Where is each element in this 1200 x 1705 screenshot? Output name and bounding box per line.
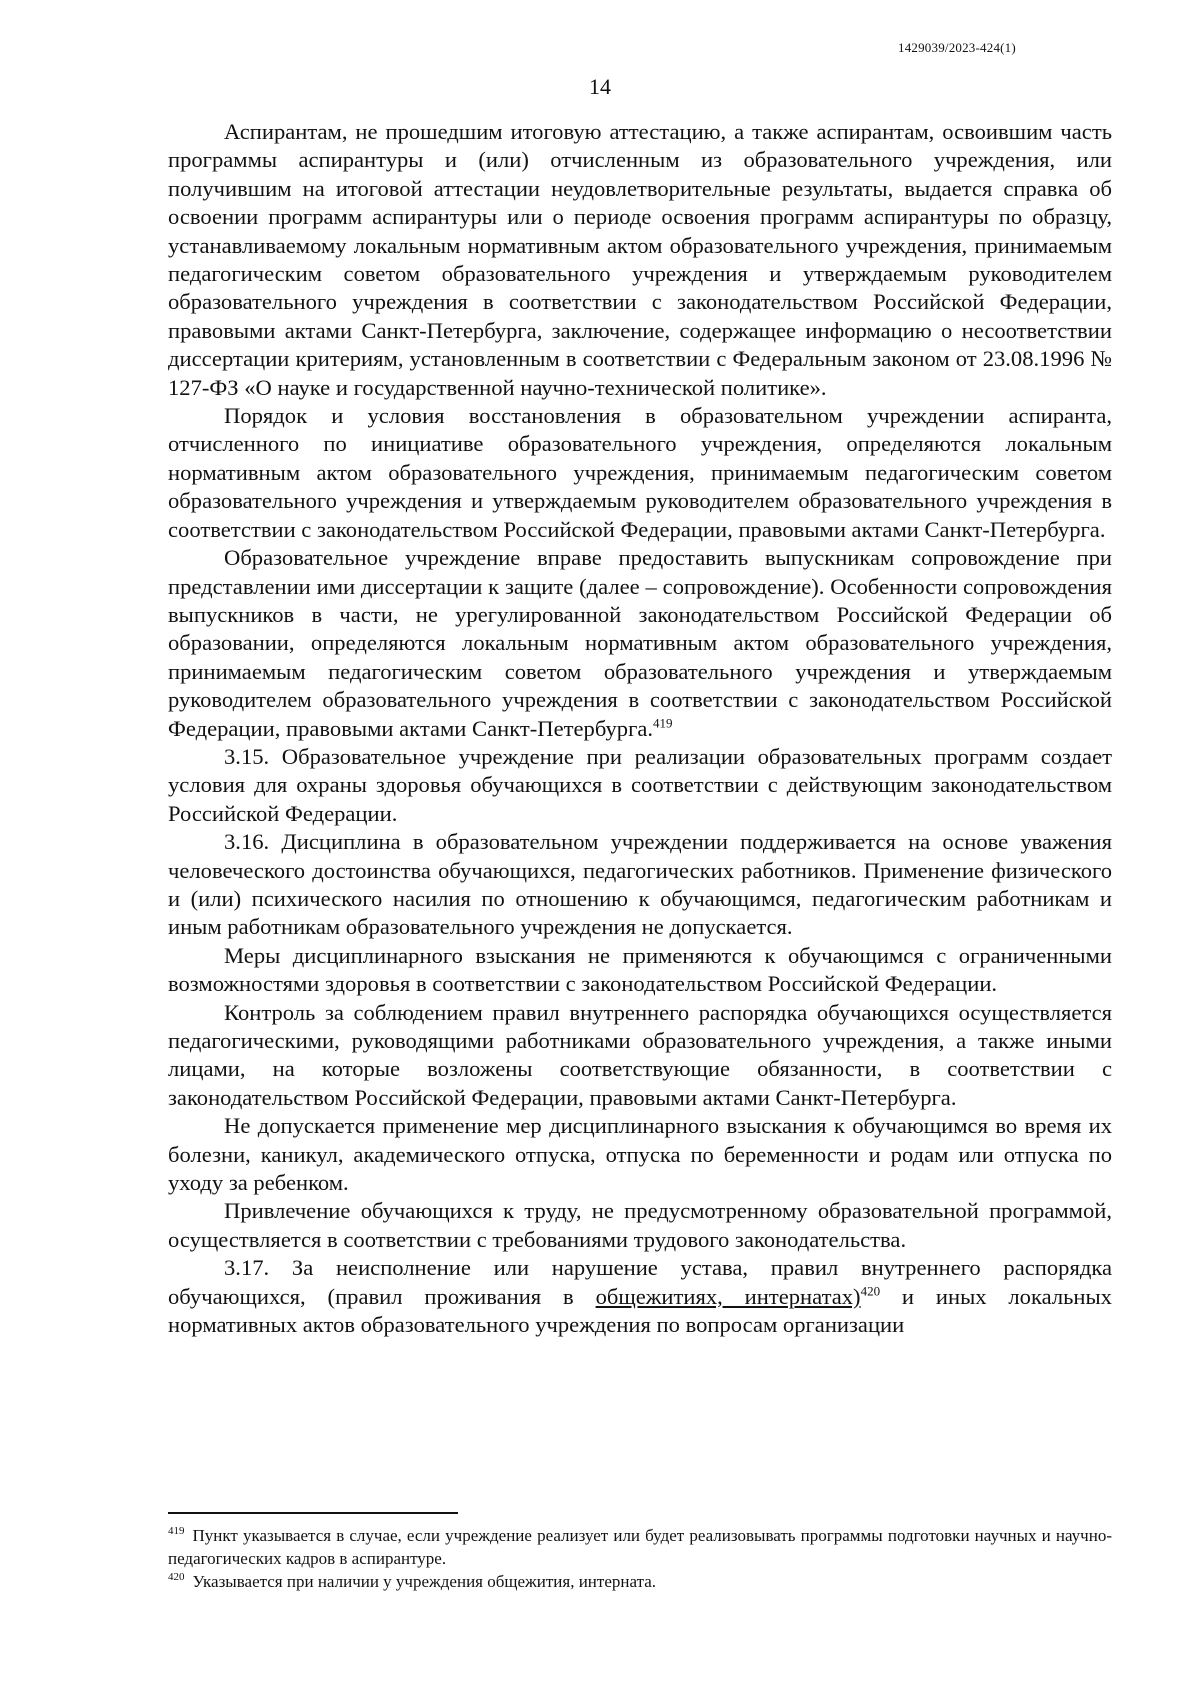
paragraph-3-15: 3.15. Образовательное учреждение при реализации образовательных программ создает условия для охраны здоровья обучающихся в соответствии с действующим законодательством Российской Федерации. [168,743,1112,826]
footnote-text: Указывается при наличии у учреждения общежития, интерната. [192,1572,657,1591]
footnote-reference: 420 [860,1283,881,1299]
paragraph: Контроль за соблюдением правил внутреннего распорядка обучающихся осуществляется педагогическими, руководящими работниками образовательного учреждения, а также иными лицами, на которые возложены соответствующие обязанности, в соответствии с законодательством Российской Федерации, правовыми актами Санкт-Петербурга. [168,999,1112,1110]
paragraph-3-17 [168,1254,1112,1339]
underlined-text: общежитиях, интернатах) [595,1283,861,1309]
footnote-divider [168,1512,458,1514]
body-text [168,118,1112,1339]
footnote-text: Пункт указывается в случае, если учреждение реализует или будет реализовывать программы подготовки научных и научно-педагогических кадров в аспирантуре. [168,1526,1112,1568]
footnote-mark: 419 [168,1525,185,1538]
paragraph-text: 3.17. За неисполнение или нарушение устава, правил внутреннего распорядка обучающихся, (правил проживания в [168,1255,1112,1309]
paragraph-3-16: 3.16. Дисциплина в образовательном учреждении поддерживается на основе уважения человеческого достоинства обучающихся, педагогических работников. Применение физического и (или) психического насилия по отношению к обучающимся, педагогическим работникам и иным работникам образовательного учреждения не допускается. [168,829,1112,940]
footnotes [168,1524,1112,1593]
paragraph [168,544,1112,743]
paragraph: Не допускается применение мер дисциплинарного взыскания к обучающимся во время их болезни, каникул, академического отпуска, отпуска по беременности и родам или отпуска по уходу за ребенком. [168,1113,1112,1196]
footnote-reference: 419 [653,715,673,730]
footnote [168,1524,1112,1570]
paragraph-text: и иных локальных нормативных актов образовательного учреждения по вопросам организации [168,1283,1112,1338]
paragraph: Меры дисциплинарного взыскания не применяются к обучающимся с ограниченными возможностями здоровья в соответствии с законодательством Российской Федерации. [168,942,1112,997]
page-number: 14 [589,74,611,99]
document-id: 1429039/2023-424(1) [898,40,1016,55]
footnote-mark: 420 [168,1571,185,1584]
footnote [168,1570,1112,1593]
paragraph-text: Образовательное учреждение вправе предоставить выпускникам сопровождение при представлении ими диссертации к защите (далее – сопровождение). Особенности сопровождения выпускников в части, не урегулированной законодательством Российской Федерации об образовании, определяются локальным нормативным актом образовательного учреждения, принимаемым педагогическим советом образовательного учреждения и утверждаемым руководителем образовательного учреждения в соответствии с законодательством Российской Федерации, правовыми актами Санкт-Петербурга. [168,545,1112,741]
paragraph: Порядок и условия восстановления в образовательном учреждении аспиранта, отчисленного по инициативе образовательного учреждения, определяются локальным нормативным актом образовательного учреждения, принимаемым педагогическим советом образовательного учреждения и утверждаемым руководителем образовательного учреждения в соответствии с законодательством Российской Федерации, правовыми актами Санкт-Петербурга. [168,403,1112,542]
paragraph: Привлечение обучающихся к труду, не предусмотренному образовательной программой, осуществляется в соответствии с требованиями трудового законодательства. [168,1198,1112,1252]
paragraph: Аспирантам, не прошедшим итоговую аттестацию, а также аспирантам, освоившим часть программы аспирантуры и (или) отчисленным из образовательного учреждения, или получившим на итоговой аттестации неудовлетворительные результаты, выдается справка об освоении программ аспирантуры или о периоде освоения программ аспирантуры по образцу, устанавливаемому локальным нормативным актом образовательного учреждения, принимаемым педагогическим советом образовательного учреждения и утверждаемым руководителем образовательного учреждения в соответствии с законодательством Российской Федерации, правовыми актами Санкт-Петербурга, заключение, содержащее информацию о несоответствии диссертации критериям, установленным в соответствии с Федеральным законом от 23.08.1996 № 127-ФЗ «О науке и государственной научно-технической политике». [168,119,1112,400]
